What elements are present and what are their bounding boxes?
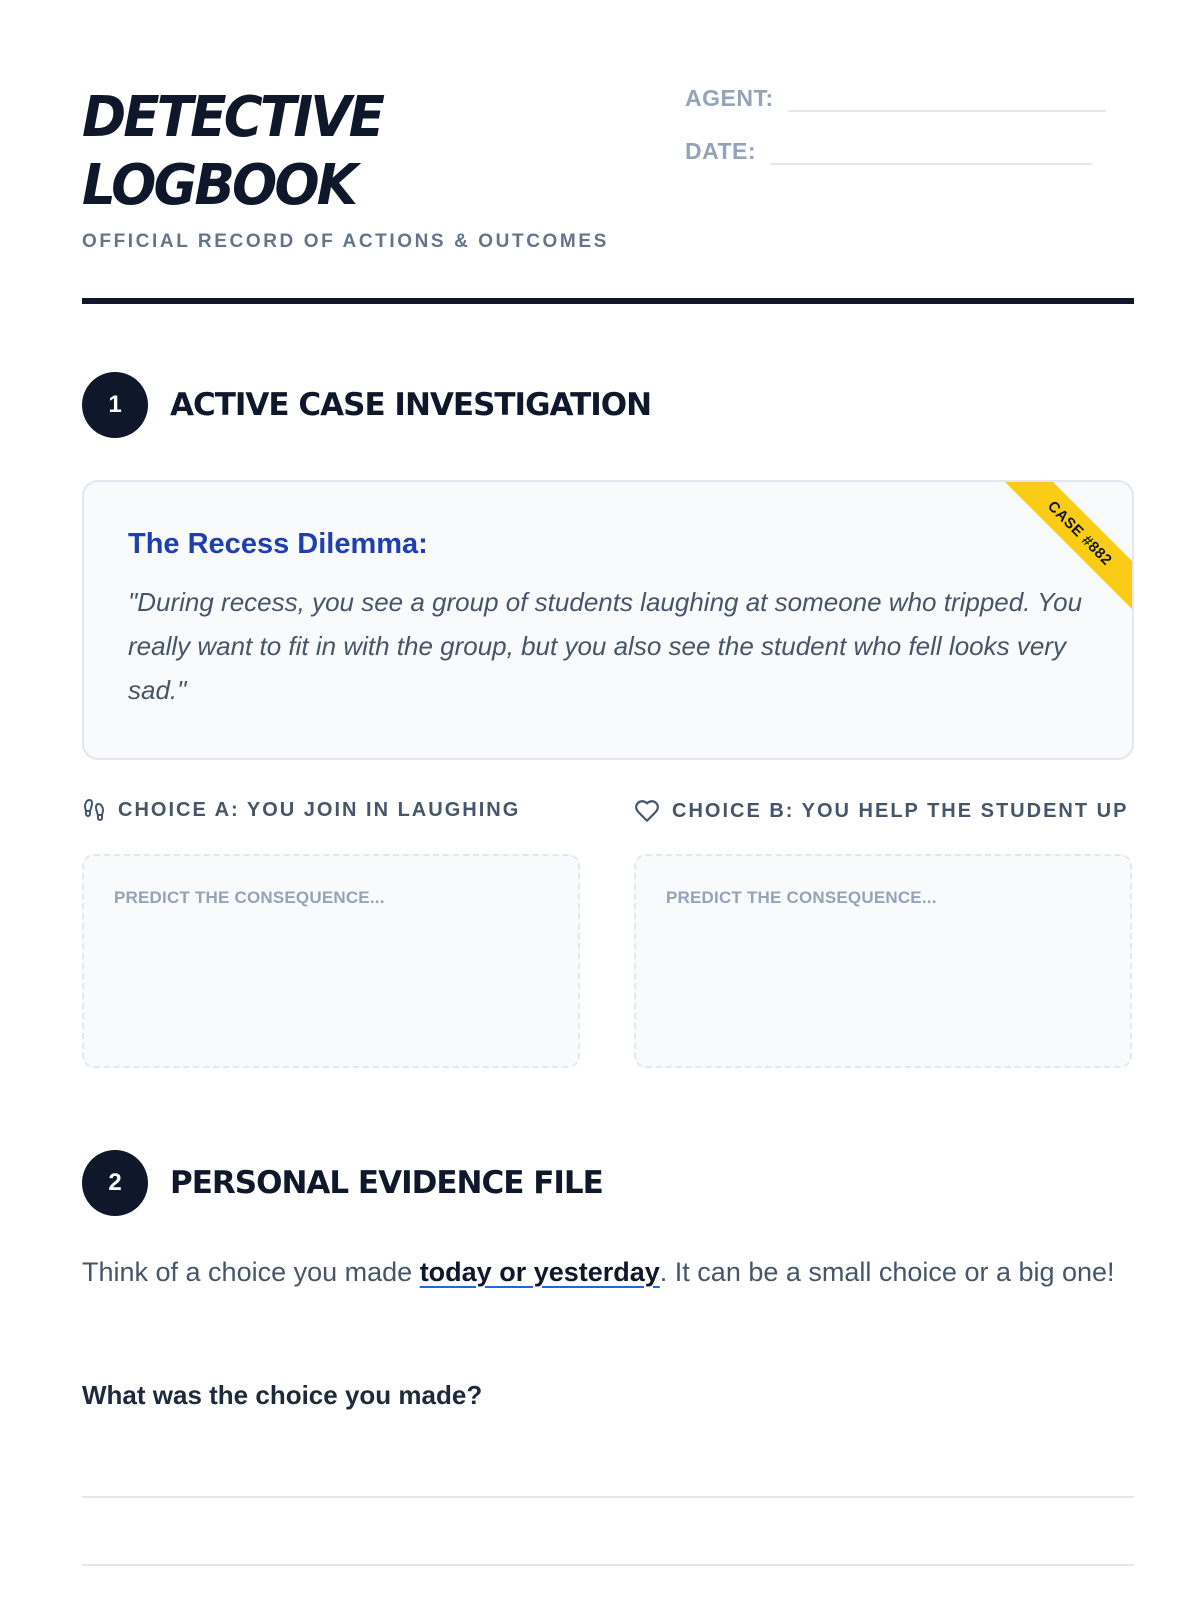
section-1-badge: 1 bbox=[82, 372, 148, 438]
heart-icon bbox=[634, 798, 660, 824]
choice-a-text: CHOICE A: YOU JOIN IN LAUGHING bbox=[118, 798, 521, 821]
choice-b-label bbox=[634, 798, 1128, 824]
case-card bbox=[82, 480, 1134, 760]
case-title: The Recess Dilemma: bbox=[128, 528, 428, 560]
choice-a-label bbox=[82, 798, 520, 822]
page-subtitle: OFFICIAL RECORD OF ACTIONS & OUTCOMES bbox=[82, 231, 609, 252]
instructions-end: . It can be a small choice or a big one! bbox=[659, 1257, 1115, 1287]
section-2-badge: 2 bbox=[82, 1150, 148, 1216]
date-field[interactable] bbox=[770, 137, 1092, 165]
section-2-heading bbox=[82, 1150, 603, 1216]
agent-row bbox=[685, 84, 1106, 112]
choice-b-answer-box bbox=[634, 854, 1132, 1068]
header-divider bbox=[82, 298, 1134, 304]
choice-b-text: CHOICE B: YOU HELP THE STUDENT UP bbox=[672, 799, 1129, 822]
instructions-start: Think of a choice you made bbox=[82, 1257, 420, 1287]
footprints-icon bbox=[82, 798, 106, 822]
answer-line-1[interactable] bbox=[82, 1496, 1134, 1498]
choice-question: What was the choice you made? bbox=[82, 1380, 483, 1410]
evidence-instructions bbox=[82, 1252, 1134, 1292]
answer-line-2[interactable] bbox=[82, 1564, 1134, 1566]
agent-label: AGENT: bbox=[685, 85, 774, 111]
choice-a-answer-box bbox=[82, 854, 580, 1068]
logbook-page bbox=[82, 0, 1134, 1600]
choice-a-consequence-input[interactable] bbox=[112, 886, 556, 1050]
title-line-2: LOGBOOK bbox=[82, 153, 356, 218]
choice-b-consequence-input[interactable] bbox=[664, 886, 1108, 1050]
section-2-title: PERSONAL EVIDENCE FILE bbox=[170, 1165, 603, 1201]
date-row bbox=[685, 137, 1092, 165]
section-1-title: ACTIVE CASE INVESTIGATION bbox=[170, 387, 652, 423]
section-1-heading bbox=[82, 372, 651, 438]
title-line-1: DETECTIVE bbox=[82, 85, 383, 150]
date-label: DATE: bbox=[685, 138, 757, 164]
page-title bbox=[82, 84, 382, 220]
instructions-highlight: today or yesterday bbox=[419, 1257, 660, 1287]
case-scenario-text: "During recess, you see a group of students laughing at someone who tripped. You really want to fit in with the group, but you also see the student who fell looks very sad." bbox=[128, 587, 1083, 705]
case-ribbon: CASE #882 bbox=[997, 480, 1134, 616]
agent-field[interactable] bbox=[788, 84, 1106, 112]
